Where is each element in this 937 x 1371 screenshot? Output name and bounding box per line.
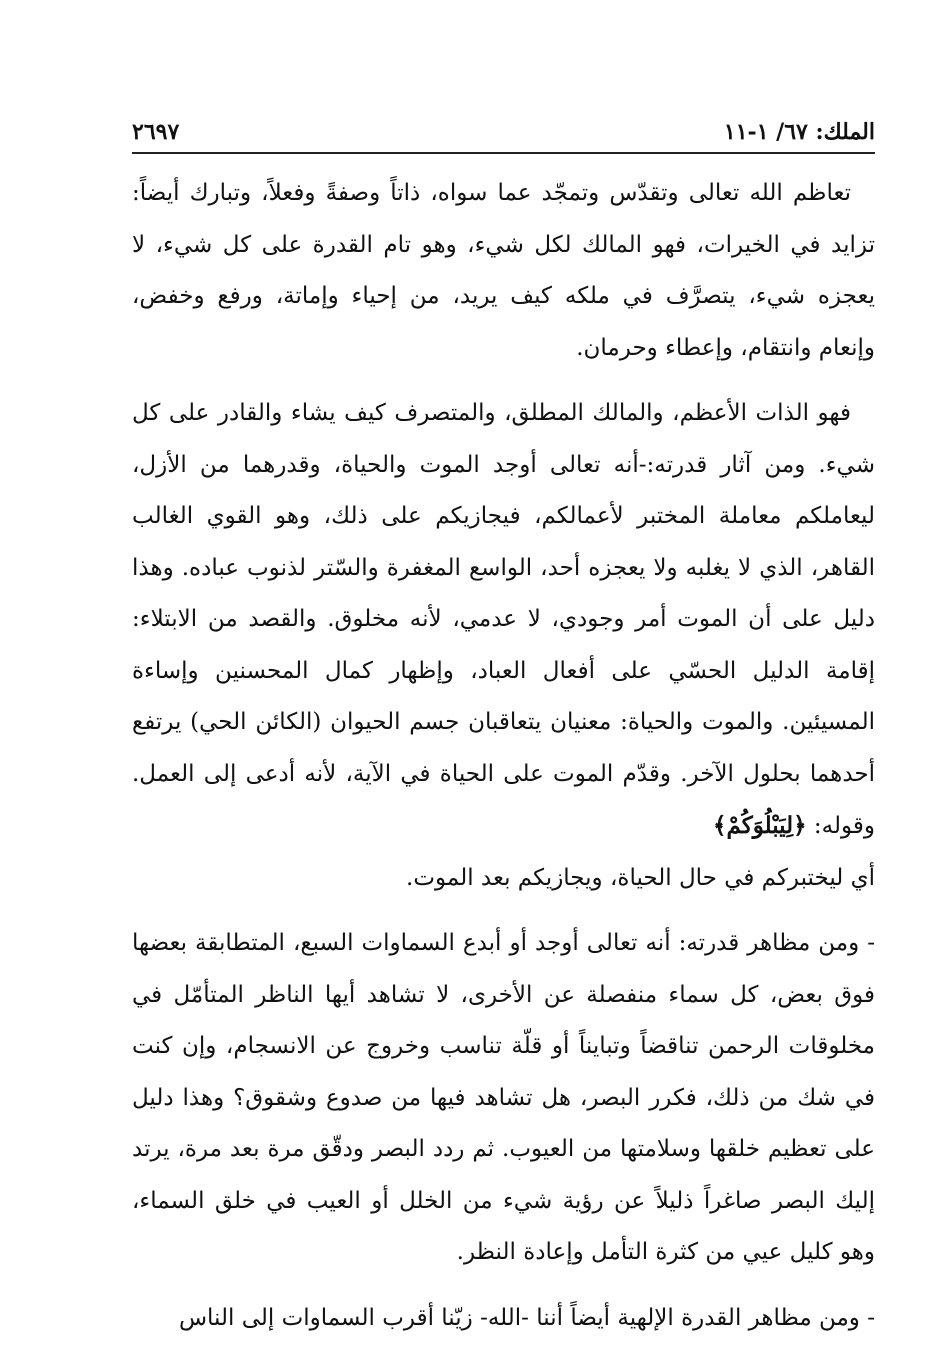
page-number: ٢٦٩٧ (132, 119, 180, 145)
paragraph-2-text: فهو الذات الأعظم، والمالك المطلق، والمتصرف كيف يشاء والقادر على كل شيء. ومن آثار قدرته:-أنه تعالى أوجد الموت والحياة، وقدرهما من الأزل، ليعاملكم معاملة المختبر لأعمالكم، فيجازيكم على ذلك، وهو القوي الغالب القاهر، الذي لا يغلبه ولا يعجزه أحد، الواسع المغفرة والسّتر لذنوب عباده. وهذا دليل على أن الموت أمر وجودي، لا عدمي، لأنه مخلوق. والقصد من الابتلاء: إقامة الدليل الحسّي على أفعال العباد، وإظهار كمال المحسنين وإساءة المسيئين. والموت والحياة: معنيان يتعاقبان جسم الحيوان (الكائن الحي) يرتفع أحدهما بحلول الآخر. وقدّم الموت على الحياة في الآية، لأنه أدعى إلى العمل. وقوله: (132, 400, 875, 839)
paragraph-4: - ومن مظاهر القدرة الإلهية أيضاً أننا -الله- زيّنا أقرب السماوات إلى الناس (178, 1304, 875, 1331)
body-text (132, 168, 875, 1358)
page-header (132, 112, 875, 154)
paragraph-2-tail: أي ليختبركم في حال الحياة، ويجازيكم بعد الموت. (406, 864, 875, 891)
paragraph-1: تعاظم الله تعالى وتقدّس وتمجّد عما سواه، ذاتاً وصفةً وفعلاً، وتبارك أيضاً: تزايد في الخيرات، فهو المالك لكل شيء، وهو تام القدرة على كل شيء، لا يعجزه شيء، يتصرَّف في ملكه كيف يريد، من إحياء وإماتة، ورفع وخفض، وإنعام وانتقام، وإعطاء وحرمان. (132, 180, 875, 361)
paragraph-2 (132, 388, 875, 904)
chapter-reference: الملك: ٦٧/ ١-١١ (723, 119, 875, 145)
quran-quote: ﴿لِيَبْلُوَكُمْ﴾ (713, 812, 807, 839)
paragraph-3: - ومن مظاهر قدرته: أنه تعالى أوجد أو أبدع السماوات السبع، المتطابقة بعضها فوق بعض، كل سماء منفصلة عن الأخرى، لا تشاهد أيها الناظر المتأمّل في مخلوقات الرحمن تناقضاً وتبايناً أو قلّة تناسب وخروج عن الانسجام، وإن كنت في شك من ذلك، فكرر البصر، هل تشاهد فيها من صدوع وشقوق؟ وهذا دليل على تعظيم خلقها وسلامتها من العيوب. ثم ردد البصر ودقّق مرة بعد مرة، يرتد إليك البصر صاغراً ذليلاً عن رؤية شيء من الخلل أو العيب في خلق السماء، وهو كليل عيي من كثرة التأمل وإعادة النظر. (132, 930, 875, 1265)
